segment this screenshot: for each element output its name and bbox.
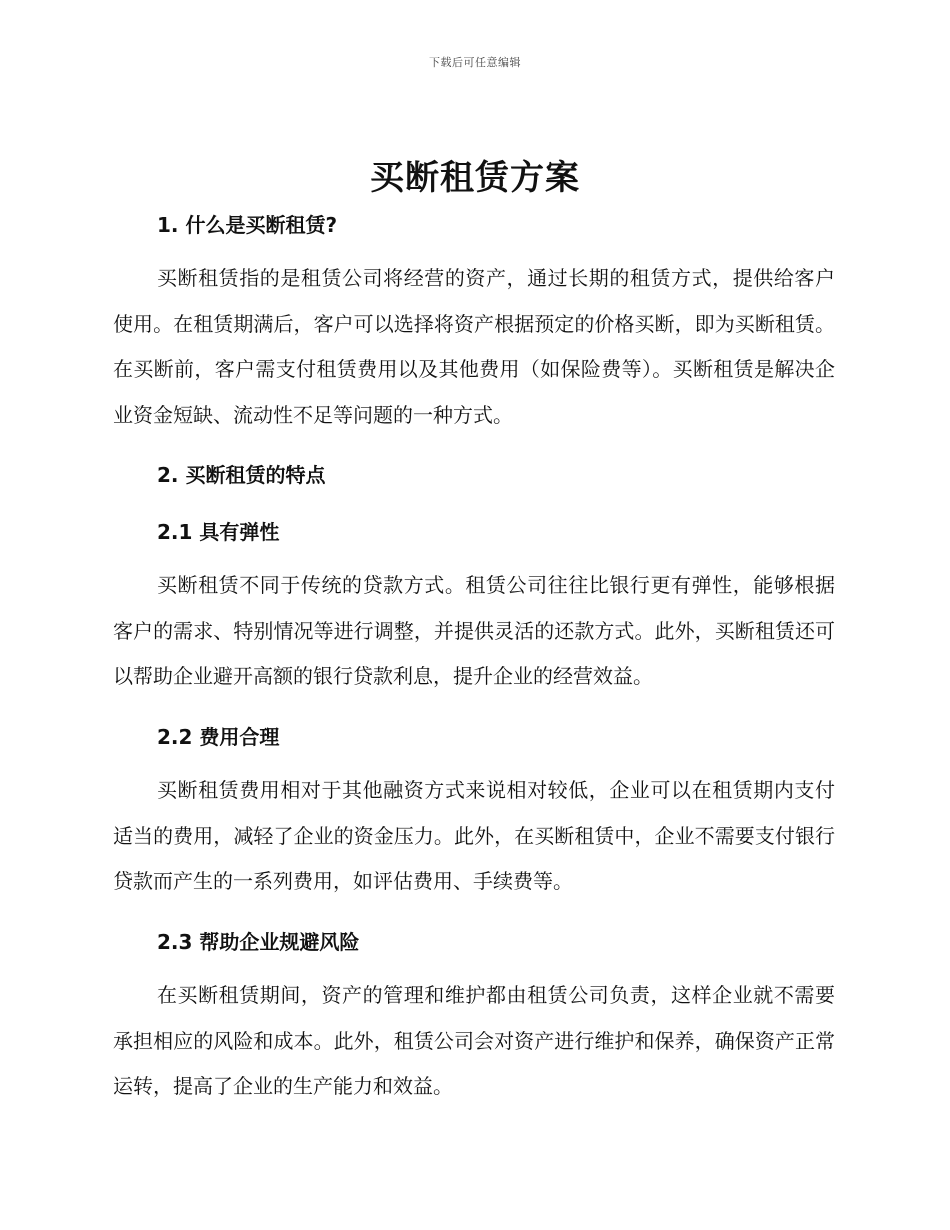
section-heading-2: 2. 买断租赁的特点 bbox=[157, 463, 326, 487]
section-paragraph-2-1: 买断租赁不同于传统的贷款方式。租赁公司往往比银行更有弹性，能够根据客户的需求、特别情况等进行调整，并提供灵活的还款方式。此外，买断租赁还可以帮助企业避开高额的银行贷款利息，提升企业的经营效益。 bbox=[113, 573, 835, 688]
section-heading-2-1: 2.1 具有弹性 bbox=[157, 520, 280, 544]
section-paragraph-1: 买断租赁指的是租赁公司将经营的资产，通过长期的租赁方式，提供给客户使用。在租赁期满后，客户可以选择将资产根据预定的价格买断，即为买断租赁。在买断前，客户需支付租赁费用以及其他费用（如保险费等）。买断租赁是解决企业资金短缺、流动性不足等问题的一种方式。 bbox=[113, 266, 835, 427]
section-heading-1: 1. 什么是买断租赁? bbox=[157, 213, 338, 237]
section-heading-2-3: 2.3 帮助企业规避风险 bbox=[157, 930, 360, 954]
section-heading-2-2: 2.2 费用合理 bbox=[157, 725, 280, 749]
document-title: 买断租赁方案 bbox=[370, 158, 580, 198]
section-paragraph-2-3: 在买断租赁期间，资产的管理和维护都由租赁公司负责，这样企业就不需要承担相应的风险和成本。此外，租赁公司会对资产进行维护和保养，确保资产正常运转，提高了企业的生产能力和效益。 bbox=[113, 983, 835, 1098]
page-header-note: 下载后可任意编辑 bbox=[429, 56, 521, 69]
section-paragraph-2-2: 买断租赁费用相对于其他融资方式来说相对较低，企业可以在租赁期内支付适当的费用，减轻了企业的资金压力。此外，在买断租赁中，企业不需要支付银行贷款而产生的一系列费用，如评估费用、手续费等。 bbox=[113, 778, 835, 893]
